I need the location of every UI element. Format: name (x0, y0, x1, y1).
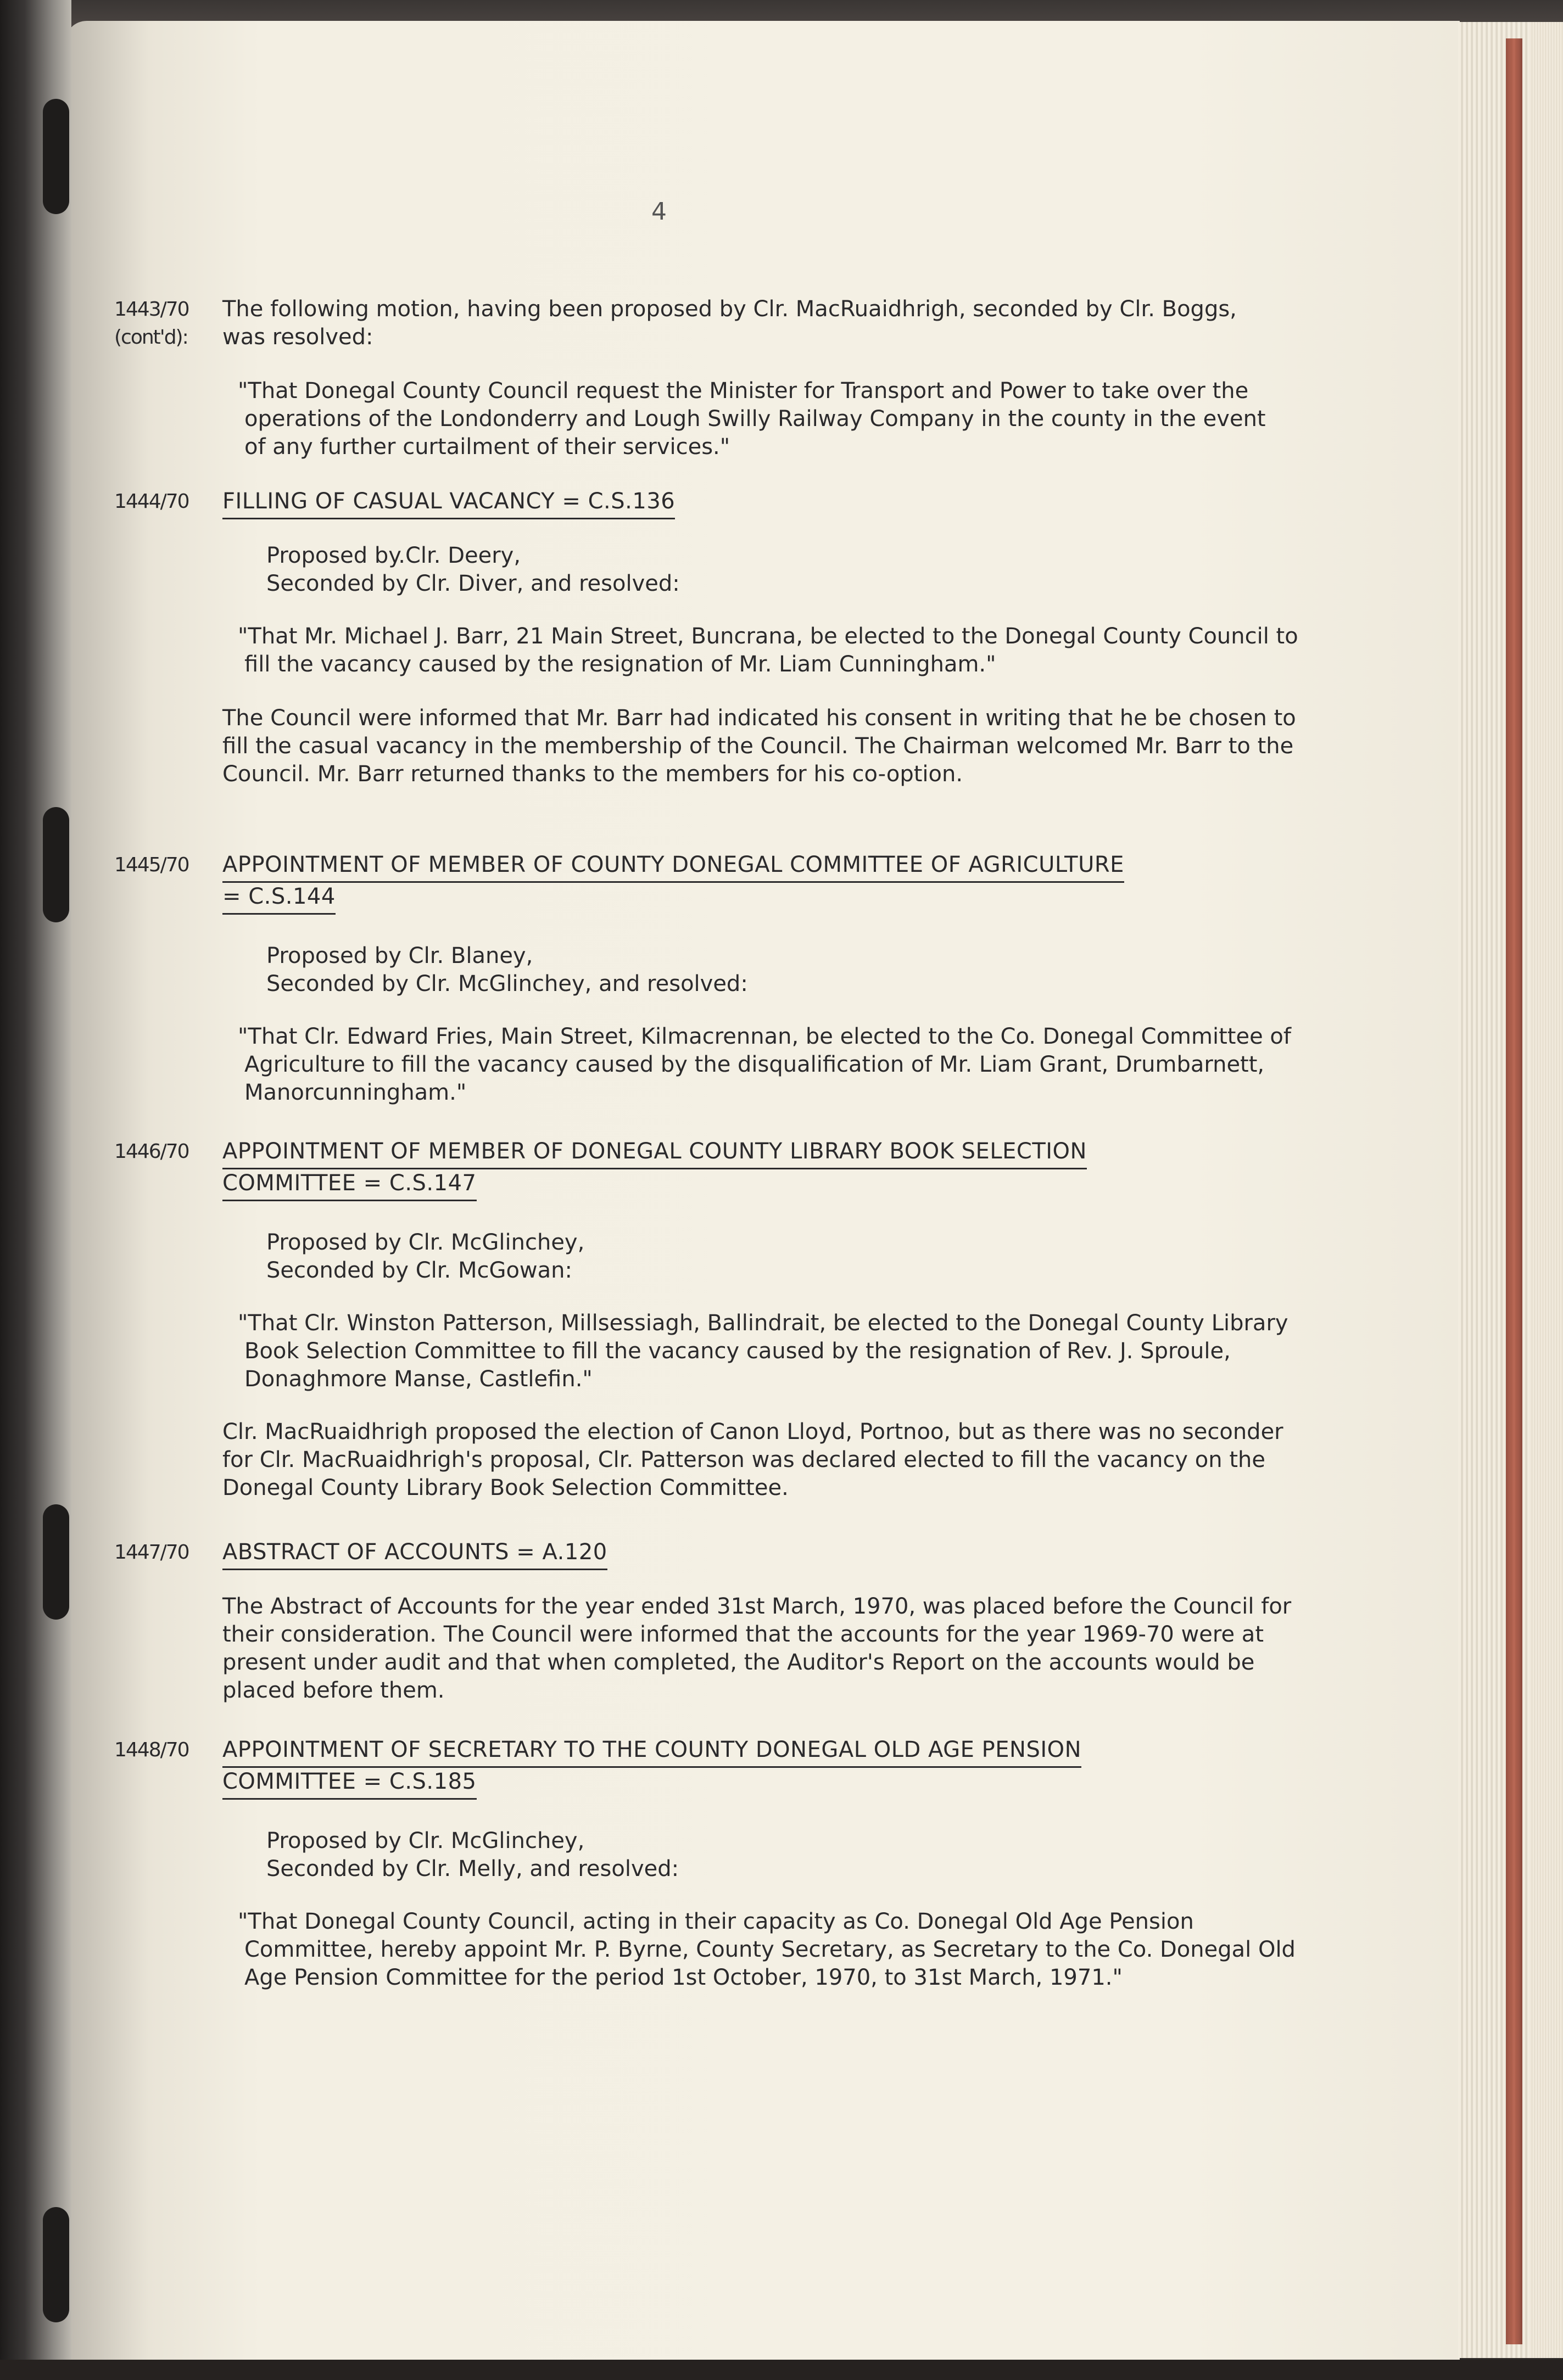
proposed-line: Proposed by Clr. McGlinchey, (266, 1828, 585, 1853)
minute-heading: FILLING OF CASUAL VACANCY = C.S.136 (222, 488, 675, 519)
minute-note: The Council were informed that Mr. Barr had indicated his consent in writing that he be chosen to fill the casual vacancy in the membership of the Council. The Chairman welcomed Mr. Barr to the Council. Mr. Barr returned thanks to the members for his co-option. (222, 705, 1296, 787)
minute-number: 1443/70 (cont'd): (114, 298, 189, 349)
minute-heading-ref: COMMITTEE = C.S.147 (222, 1169, 477, 1201)
minute-heading-ref: = C.S.144 (222, 883, 336, 915)
minute-heading: APPOINTMENT OF MEMBER OF COUNTY DONEGAL COMMITTEE OF AGRICULTURE (222, 851, 1124, 883)
resolution-text: "That Clr. Winston Patterson, Millsessiagh, Ballindrait, be elected to the Donegal County Library Book Selection Committee to fill the vacancy caused by the resignation of Rev. J. Sproule, Donaghmore Manse, Castlefin." (238, 1311, 1288, 1392)
proposed-line: Proposed by Clr. McGlinchey, (266, 1230, 585, 1255)
proposed-line: Proposed by Clr. Blaney, (266, 943, 533, 968)
minute-heading: APPOINTMENT OF SECRETARY TO THE COUNTY DONEGAL OLD AGE PENSION (222, 1736, 1081, 1768)
minute-number: 1447/70 (114, 1541, 189, 1564)
resolution-text: "That Donegal County Council request the Minister for Transport and Power to take over the operations of the Londonderry and Lough Swilly Railway Company in the county in the event of any further curtailment of their services." (238, 378, 1266, 460)
minute-note: Clr. MacRuaidhrigh proposed the election of Canon Lloyd, Portnoo, but as there was no seconder for Clr. MacRuaidhrigh's proposal, Clr. Patterson was declared elected to fill the vacancy on the Donegal County Library Book Selection Committee. (222, 1419, 1283, 1500)
seconded-line: Seconded by Clr. Diver, and resolved: (266, 571, 680, 596)
seconded-line: Seconded by Clr. McGowan: (266, 1258, 572, 1283)
seconded-line: Seconded by Clr. Melly, and resolved: (266, 1856, 679, 1881)
resolution-text: "That Mr. Michael J. Barr, 21 Main Street, Buncrana, be elected to the Donegal County Council to fill the vacancy caused by the resignation of Mr. Liam Cunningham." (238, 624, 1298, 677)
minute-heading-ref: COMMITTEE = C.S.185 (222, 1768, 477, 1800)
proposed-line: Proposed by.Clr. Deery, (266, 543, 521, 568)
minute-note: The Abstract of Accounts for the year ended 31st March, 1970, was placed before the Council for their consideration. The Council were informed that the accounts for the year 1969-70 were at present under audit and that when completed, the Auditor's Report on the accounts would be placed before them. (222, 1594, 1292, 1703)
minute-heading: APPOINTMENT OF MEMBER OF DONEGAL COUNTY LIBRARY BOOK SELECTION (222, 1138, 1087, 1169)
minute-intro: The following motion, having been proposed by Clr. MacRuaidhrigh, seconded by Clr. Boggs, was resolved: (222, 296, 1237, 350)
minute-number: 1445/70 (114, 854, 189, 876)
page-number: 4 (651, 198, 667, 226)
minute-heading: ABSTRACT OF ACCOUNTS = A.120 (222, 1538, 607, 1570)
resolution-text: "That Donegal County Council, acting in their capacity as Co. Donegal Old Age Pension Committee, hereby appoint Mr. P. Byrne, County Secretary, as Secretary to the Co. Donegal Old Age Pension Committee for the period 1st October, 1970, to 31st March, 1971." (238, 1909, 1296, 1990)
minute-number: 1444/70 (114, 490, 189, 513)
minute-number: 1448/70 (114, 1739, 189, 1761)
minute-number: 1446/70 (114, 1140, 189, 1163)
resolution-text: "That Clr. Edward Fries, Main Street, Kilmacrennan, be elected to the Co. Donegal Committee of Agriculture to fill the vacancy caused by the disqualification of Mr. Liam Grant, Drumbarnett, Manorcunningham." (238, 1024, 1291, 1105)
seconded-line: Seconded by Clr. McGlinchey, and resolved: (266, 971, 748, 996)
